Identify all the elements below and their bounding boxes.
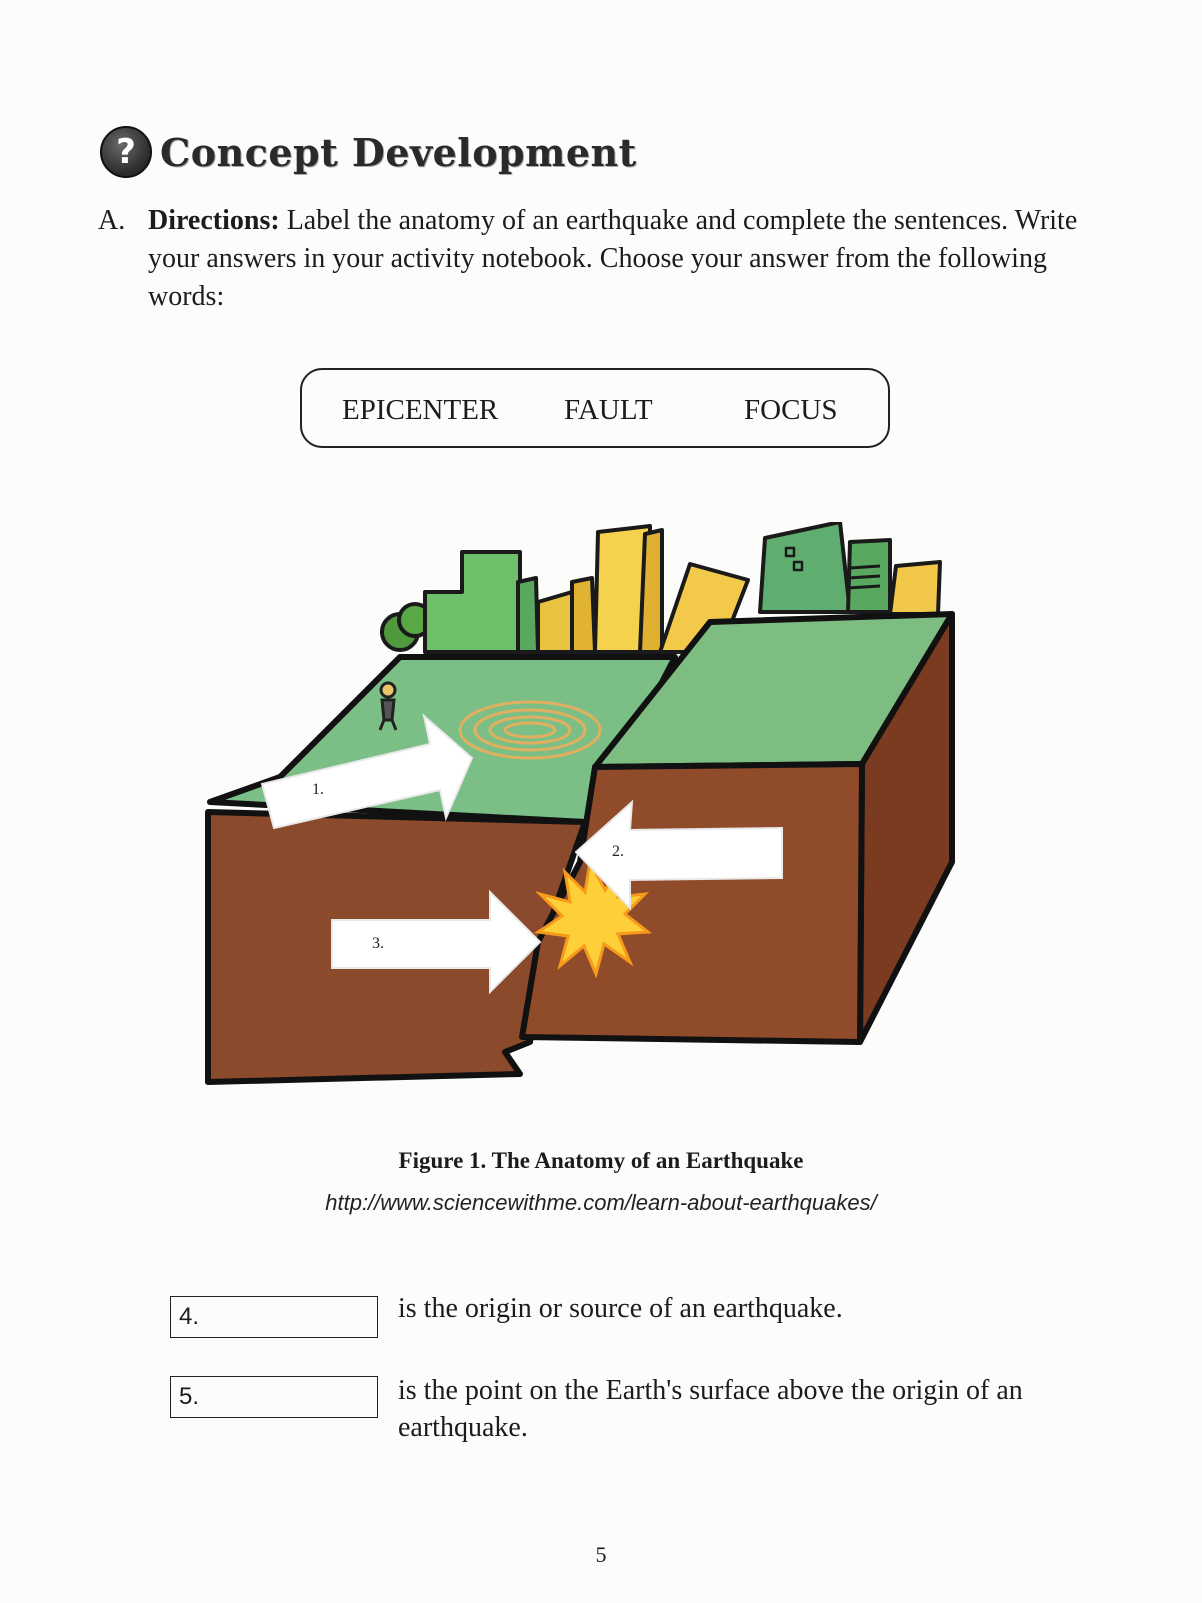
arrow-label-2: 2. <box>612 843 624 860</box>
arrow-label-3: 3. <box>372 935 384 952</box>
figure-source-url: http://www.sciencewithme.com/learn-about-earthquakes/ <box>325 1190 877 1215</box>
directions-text <box>148 202 1098 316</box>
word-focus: FOCUS <box>744 394 838 426</box>
arrow-label-1: 1. <box>312 781 324 798</box>
item-letter: A. <box>98 205 126 236</box>
directions-paragraph <box>98 202 1098 316</box>
word-epicenter: EPICENTER <box>342 394 499 426</box>
page-number: 5 <box>595 1542 607 1567</box>
answer-box-4[interactable]: 4. <box>170 1296 378 1338</box>
earthquake-anatomy-illustration <box>200 522 980 1122</box>
word-bank <box>300 368 890 448</box>
answer-box-5[interactable]: 5. <box>170 1376 378 1418</box>
directions-lead: Directions: <box>148 205 280 236</box>
question-4-text: is the origin or source of an earthquake. <box>398 1293 843 1324</box>
section-title: Concept Development <box>160 129 637 175</box>
word-fault: FAULT <box>564 394 653 426</box>
section-heading <box>100 126 637 178</box>
figure-caption: Figure 1. The Anatomy of an Earthquake <box>398 1148 804 1173</box>
directions-body: Label the anatomy of an earthquake and complete the sentences. Write your answers in your activity notebook. Choose your answer from the following words: <box>148 205 1078 312</box>
question-mark-icon: ? <box>100 126 152 178</box>
question-5-text: is the point on the Earth's surface above the origin of an earthquake. <box>398 1375 1023 1443</box>
